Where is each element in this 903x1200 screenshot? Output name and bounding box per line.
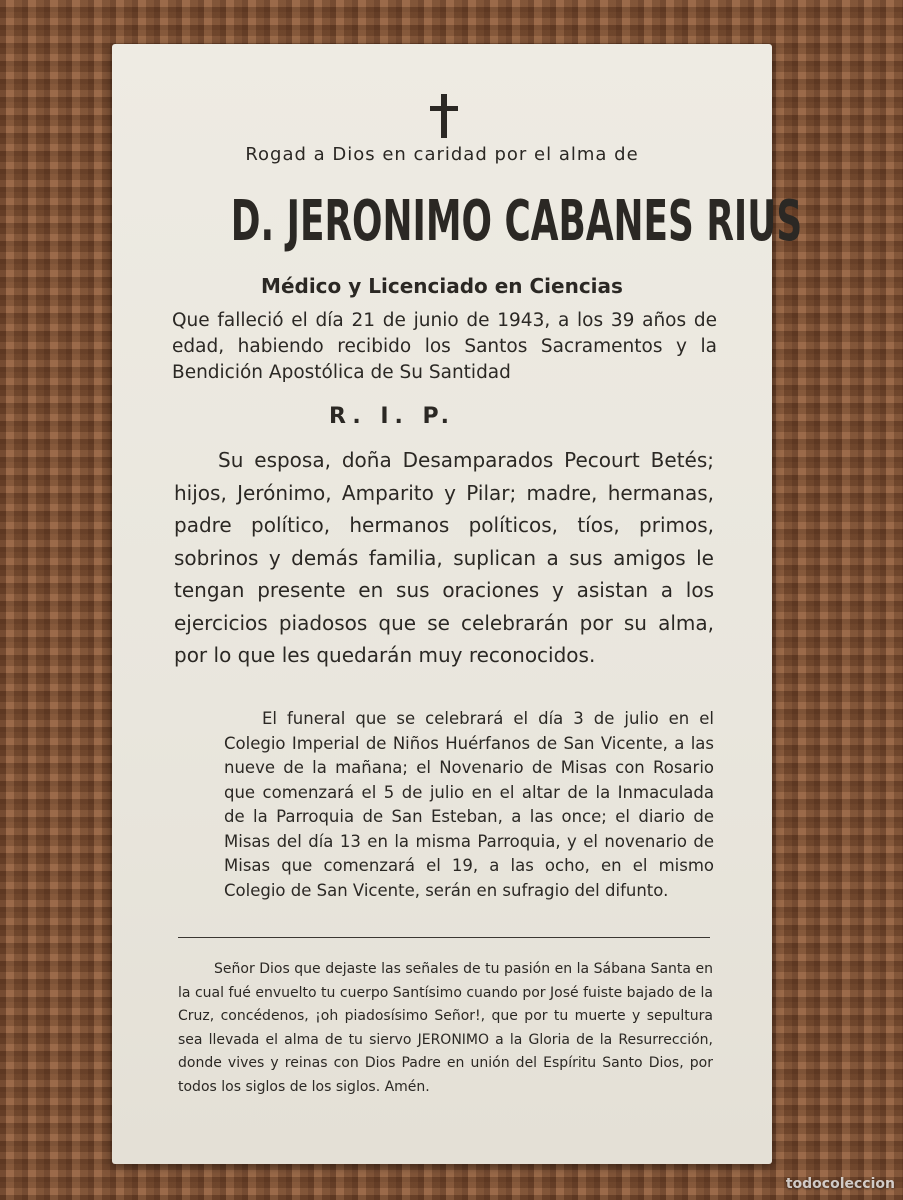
funeral-paragraph: El funeral que se celebrará el día 3 de julio en el Colegio Imperial de Niños Huérfanos de San Vicente, a las nueve de la mañana; el Novenario de Misas con Rosario que comenzará el 5 de julio en el altar de la Inmaculada de la Parroquia de San Esteban, a las once; el diario de Misas del día 13 en la misma Parroquia, y el novenario de Misas que comenzará el 19, a las ocho, en el mismo Colegio de San Vicente, serán en sufragio del difunto.: [224, 709, 714, 900]
deceased-title: Médico y Licenciado en Ciencias: [261, 274, 623, 298]
intro-line: Rogad a Dios en caridad por el alma de: [245, 144, 639, 165]
divider-line: [178, 937, 710, 938]
cross-icon: [430, 94, 458, 138]
death-notice: Que falleció el día 21 de junio de 1943, a los 39 años de edad, habiendo recibido los Santos Sacramentos y la Bendición Apostólica de Su Santidad: [172, 310, 717, 383]
deceased-name: D. JERONIMO CABANES RIUS: [230, 189, 803, 254]
site-watermark: todocoleccion: [785, 1176, 895, 1192]
family-paragraph: Su esposa, doña Desamparados Pecourt Betés; hijos, Jerónimo, Amparito y Pilar; madre, hermanas, padre político, hermanos políticos, tíos, primos, sobrinos y demás familia, suplican a sus amigos le tengan presente en sus oraciones y asistan a los ejercicios piadosos que se celebrarán por su alma, por lo que les quedarán muy reconocidos.: [174, 448, 714, 667]
memorial-card: [112, 44, 803, 1164]
prayer-paragraph: Señor Dios que dejaste las señales de tu pasión en la Sábana Santa en la cual fué envuelto tu cuerpo Santísimo cuando por José fuiste bajado de la Cruz, concédenos, ¡oh piadosísimo Señor!, que por tu muerte y sepultura sea llevada el alma de tu siervo JERONIMO a la Gloria de la Resurrección, donde vives y reinas con Dios Padre en unión del Espíritu Santo Dios, por todos los siglos de los siglos. Amén.: [178, 961, 713, 1095]
rip-heading: R. I. P.: [328, 404, 455, 429]
